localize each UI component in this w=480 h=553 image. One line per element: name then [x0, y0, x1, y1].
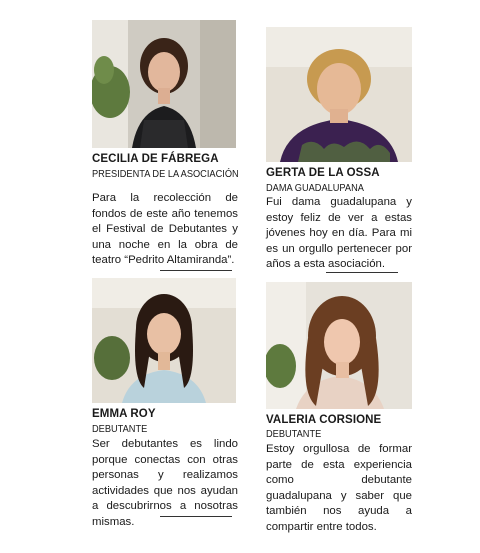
divider-line [326, 272, 398, 273]
profile-role: DEBUTANTE [92, 423, 148, 435]
divider-line [160, 516, 232, 517]
profile-quote: Ser debutantes es lindo porque conectas con otras personas y realizamos actividades que nos ayudan a descubrirnos a nosotras mismas. [92, 438, 238, 528]
profile-role: DEBUTANTE [266, 428, 322, 440]
photo-emma-roy [92, 278, 236, 403]
profile-role: PRESIDENTA DE LA ASOCIACIÓN [92, 168, 239, 180]
photo-cecilia-de-fabrega [92, 20, 236, 148]
profile-name: EMMA ROY [92, 408, 156, 420]
profile-name: VALERIA CORSIONE [266, 414, 382, 426]
profile-quote: Estoy orgullosa de formar parte de esta experiencia como debutante guadalupana y saber que también nos ayuda a compartir entre todos. [266, 443, 412, 533]
divider-line [160, 270, 232, 271]
profile-role: DAMA GUADALUPANA [266, 182, 364, 194]
photo-gerta-de-la-ossa [266, 27, 412, 162]
profile-name: GERTA DE LA OSSA [266, 167, 380, 179]
profile-name: CECILIA DE FÁBREGA [92, 153, 219, 165]
profile-quote: Fui dama guadalupana y estoy feliz de ver a estas jóvenes hoy en día. Para mi es un orgullo pertenecer por años a esta asociación. [266, 196, 412, 271]
photo-valeria-corsione [266, 282, 412, 409]
profile-quote: Para la recolección de fondos de este año tenemos el Festival de Debutantes y una noche en la obra de teatro “Pedrito Altamiranda”. [92, 192, 238, 267]
